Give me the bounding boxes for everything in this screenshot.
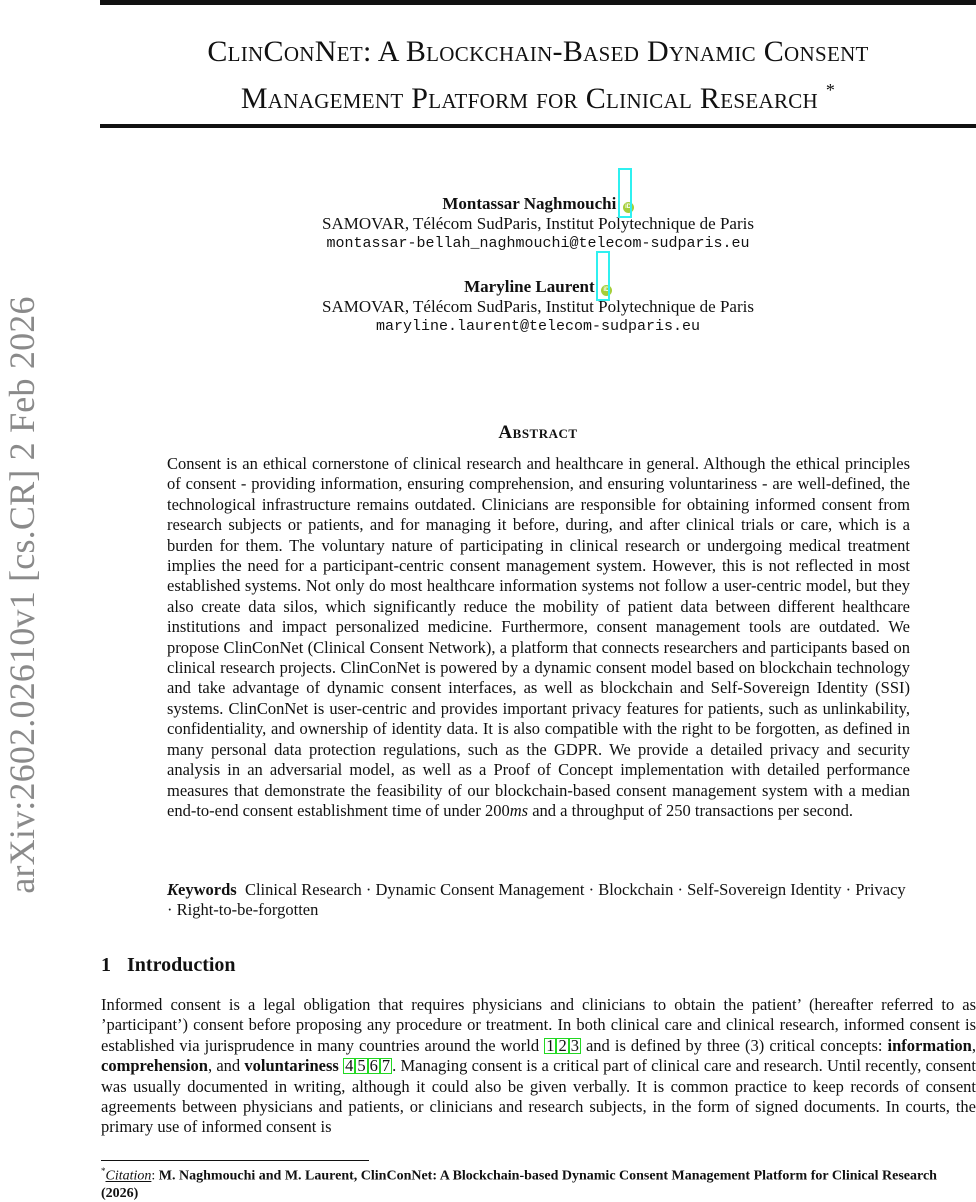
citation-link[interactable]: 4 (345, 1056, 354, 1076)
keywords (167, 880, 910, 921)
author-1 (100, 193, 976, 254)
keywords-list: Clinical Research · Dynamic Consent Management · Blockchain · Self-Sovereign Identity · Privacy · Right-to-be-forgotten (167, 880, 906, 920)
title-line-1: ClinConNet: A Blockchain-Based Dynamic Consent (207, 35, 869, 68)
arxiv-identifier-stamp (2, 275, 42, 915)
paper-title (100, 32, 976, 118)
author-affiliation: SAMOVAR, Télécom SudParis, Institut Polytechnique de Paris (322, 214, 754, 233)
title-footnote-link[interactable]: * (825, 80, 836, 100)
orcid-icon[interactable]: iD (623, 202, 634, 213)
title-top-rule (100, 0, 976, 5)
citation-link[interactable]: 6 (369, 1056, 378, 1076)
author-name: Montassar Naghmouchi (442, 194, 617, 213)
keywords-label: Keywords (167, 880, 237, 899)
citation-link[interactable]: 1 (546, 1035, 555, 1055)
title-bottom-rule (100, 124, 976, 128)
abstract-heading: Abstract (498, 422, 578, 443)
author-affiliation: SAMOVAR, Télécom SudParis, Institut Polytechnique de Paris (322, 297, 754, 316)
arxiv-stamp-text: arXiv:2602.02610v1 [cs.CR] 2 Feb 2026 (2, 296, 42, 894)
citation-link[interactable]: 7 (381, 1056, 391, 1076)
author-email[interactable]: montassar-bellah_naghmouchi@telecom-sudparis.eu (326, 235, 750, 252)
math-unit: ms (509, 800, 529, 820)
footnote-mark: * (101, 1166, 106, 1176)
footnote-citation-label: Citation (105, 1168, 152, 1184)
concept-voluntariness: voluntariness (244, 1056, 339, 1076)
footnote-rule (101, 1160, 369, 1161)
orcid-icon[interactable]: iD (601, 285, 612, 296)
section-number: 1 (101, 954, 111, 976)
author-2 (100, 276, 976, 337)
math-value: 200 (485, 800, 510, 820)
abstract-body: Consent is an ethical cornerstone of clinical research and healthcare in general. Although the ethical principles of consent - providing information, ensuring comprehension, and ensuring voluntariness - are well-defined, the technological infrastructure remains outdated. Clinicians are responsible for obtaining informed consent from research subjects or patients, and for managing it before, during, and after clinical trials or care, which is a burden for them. The voluntary nature of participating in clinical research or undergoing medical treatment implies the need for a participant-centric consent management system. However, this is not reflected in most established systems. Not only do most healthcare information systems not follow a user-centric model, but they also create data silos, which significantly reduce the mobility of patient data between different healthcare institutions and impact personalized medicine. Furthermore, consent management tools are outdated. We propose ClinConNet (Clinical Consent Network), a platform that connects researchers and participants based on clinical research projects. ClinConNet is powered by a dynamic consent model based on blockchain technology and take advantage of dynamic consent interfaces, as well as blockchain and Self-Sovereign Identity (SSI) systems. ClinConNet is user-centric and provides important privacy features for patients, such as unlinkability, confidentiality, and ownership of identity data. It is also compatible with the right to be forgotten, as defined in many personal data protection regulations, such as the GDPR. We provide a detailed privacy and security analysis in an adversarial model, as well as a Proof of Concept implementation with detailed performance measures that demonstrate the feasibility of our blockchain-based consent management system with a median end-to-end consent establishment time of under 200ms and a throughput of 250 transactions per second. (167, 454, 910, 820)
author-block (100, 193, 976, 359)
title-line-2: Management Platform for Clinical Research * (240, 80, 836, 115)
citation-footnote: *Citation: M. Naghmouchi and M. Laurent, ClinConNet: A Blockchain-based Dynamic Consent Management Platform for Clinical Research (2026) (101, 1166, 937, 1201)
concept-information: information (887, 1035, 972, 1055)
section-heading (101, 954, 236, 977)
author-name: Maryline Laurent (464, 277, 595, 296)
author-email[interactable]: maryline.laurent@telecom-sudparis.eu (375, 318, 701, 335)
footnote-citation-text: M. Naghmouchi and M. Laurent, ClinConNet: A Blockchain-based Dynamic Consent Management Platform for Clinical Research (2026) (101, 1168, 937, 1201)
citation-link[interactable]: 2 (558, 1035, 567, 1055)
section-title: Introduction (127, 954, 236, 976)
introduction-paragraph: Informed consent is a legal obligation that requires physicians and clinicians to obtain the patient’ (hereafter referred to as ’participant’) consent before proposing any procedure or treatment. In both clinical care and clinical research, informed consent is established via jurisprudence in many countries around the world 1 2 3 and is defined by three (3) critical concepts: information, comprehension, and voluntariness 4 5 6 7 . Managing consent is a critical part of clinical care and research. Until recently, consent was usually documented in writing, although it could also be given verbally. It is common practice to keep records of consent agreements between physicians and patients, or clinicians and research subjects, in the form of signed documents. In courts, the primary use of informed consent is (101, 995, 976, 1137)
citation-link[interactable]: 3 (570, 1035, 579, 1055)
citation-link[interactable]: 5 (357, 1056, 366, 1076)
concept-comprehension: comprehension (101, 1056, 208, 1076)
